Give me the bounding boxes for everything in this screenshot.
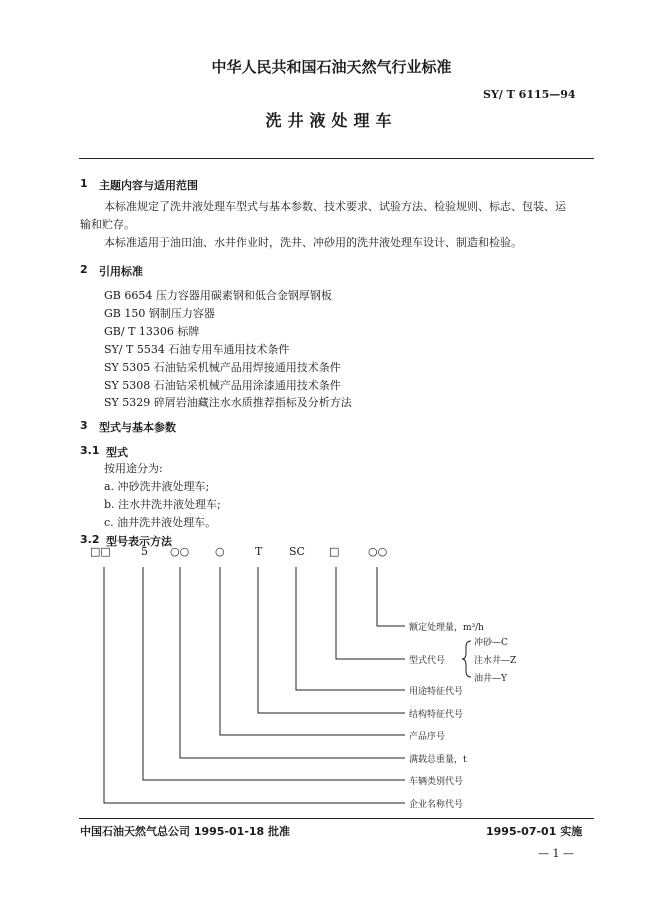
section-3-2-number: 3.2 — [80, 533, 100, 546]
section-3-title: 型式与基本参数 — [99, 421, 176, 434]
label-usage-code: 用途特征代号 — [409, 687, 464, 697]
code-symbol-structure: T — [255, 545, 263, 558]
type-list-item: c. 油井洗井液处理车。 — [104, 516, 217, 529]
reference-item: SY/ T 5534 石油专用车通用技术条件 — [104, 343, 290, 356]
reference-item: GB 6654 压力容器用碳素钢和低合金钢厚钢板 — [104, 289, 332, 302]
section-1-title: 主题内容与适用范围 — [99, 179, 198, 192]
footer-divider — [79, 818, 594, 819]
standard-code: SY/ T 6115—94 — [483, 88, 576, 101]
section-1-para-2: 本标准适用于油田油、水井作业时，洗井、冲砂用的洗井液处理车设计、制造和检验。 — [104, 236, 522, 249]
reference-item: GB 150 钢制压力容器 — [104, 307, 215, 320]
effective-date: 1995-07-01 实施 — [486, 825, 583, 838]
label-total-weight: 满载总重量，t — [409, 755, 467, 765]
page-number: — 1 — — [538, 847, 574, 860]
type-code-oil-well: 油井—Y — [474, 674, 507, 684]
code-symbol-enterprise: □□ — [90, 545, 111, 558]
label-rated-capacity: 额定处理量，m³/h — [409, 623, 484, 633]
code-symbol-capacity: ○○ — [368, 545, 388, 558]
label-enterprise-code: 企业名称代号 — [409, 800, 464, 810]
org-title: 中华人民共和国石油天然气行业标准 — [211, 58, 452, 76]
approval-line: 中国石油天然气总公司 1995-01-18 批准 — [80, 825, 291, 838]
type-list-item: b. 注水井洗井液处理车; — [104, 498, 221, 511]
section-1-number: 1 — [80, 177, 88, 190]
label-vehicle-class: 车辆类别代号 — [409, 777, 464, 787]
label-structure-code: 结构特征代号 — [409, 710, 464, 720]
reference-item: SY 5305 石油钻采机械产品用焊接通用技术条件 — [104, 361, 341, 374]
section-2-number: 2 — [80, 263, 88, 276]
section-3-1-intro: 按用途分为: — [104, 462, 163, 475]
reference-item: SY 5329 碎屑岩油藏注水水质推荐指标及分析方法 — [104, 396, 352, 409]
section-3-1-number: 3.1 — [80, 444, 100, 457]
type-list-item: a. 冲砂洗井液处理车; — [104, 480, 210, 493]
reference-item: GB/ T 13306 标牌 — [104, 325, 200, 338]
code-symbol-type: □ — [329, 545, 340, 558]
section-1-para-1-line-2: 输和贮存。 — [80, 218, 135, 231]
code-symbol-total-weight: ○○ — [170, 545, 190, 558]
section-1-para-1-line-1: 本标准规定了洗井液处理车型式与基本参数、技术要求、试验方法、检验规则、标志、包装、运 — [104, 200, 566, 213]
type-code-injection-well: 注水井—Z — [474, 656, 517, 666]
section-3-number: 3 — [80, 419, 88, 432]
label-type-code: 型式代号 — [409, 656, 446, 666]
section-2-title: 引用标准 — [99, 265, 143, 278]
code-symbol-product-seq: ○ — [215, 545, 225, 558]
type-code-sand-flush: 冲砂—C — [474, 638, 508, 648]
label-product-seq: 产品序号 — [409, 732, 446, 742]
document-title: 洗井液处理车 — [265, 111, 398, 130]
reference-item: SY 5308 石油钻采机械产品用涂漆通用技术条件 — [104, 379, 341, 392]
code-symbol-vehicle-class: 5 — [141, 545, 148, 558]
code-symbol-usage: SC — [289, 545, 305, 558]
section-3-1-title: 型式 — [106, 446, 128, 459]
section-3-2-title: 型号表示方法 — [106, 535, 172, 548]
